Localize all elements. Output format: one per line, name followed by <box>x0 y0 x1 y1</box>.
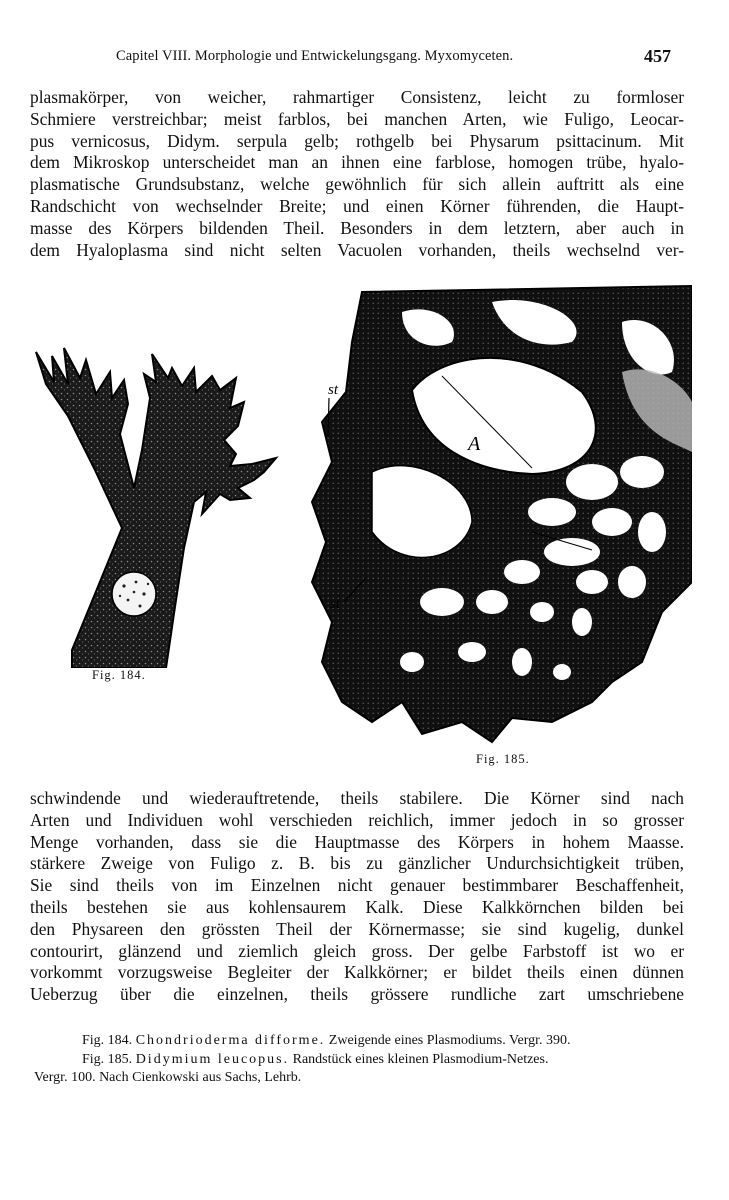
plasmodium-branch <box>36 348 276 668</box>
label-A: A <box>468 433 481 455</box>
caption-species: Chondrioderma difforme. <box>135 1033 326 1048</box>
running-title: Capitel VIII. Morphologie und Entwickelungsgang. Myxomyceten. <box>116 48 514 64</box>
text-line: theils bestehen sie aus kohlensaurem Kalk. Diese Kalkkörnchen bilden bei <box>30 896 684 917</box>
figure-captions <box>34 1032 694 1088</box>
text-line: schwindende und wiederauftretende, theils stabilere. Die Körner sind nach <box>30 788 684 808</box>
caption-text: Zweigende eines Plasmodiums. Vergr. 390. <box>328 1033 571 1048</box>
figure-185-label: Fig. 185. <box>476 752 530 766</box>
caption-fig-185 <box>34 1051 694 1070</box>
text-line: Ueberzug über die einzelnen, theils grössere rundliche zart umschriebene <box>30 984 684 1005</box>
figure-184-illustration <box>24 338 286 668</box>
figure-185-illustration <box>292 282 692 752</box>
text-line: pus vernicosus, Didym. serpula gelb; rothgelb bei Physarum psittacinum. Mit <box>30 130 684 151</box>
text-line: dem Mikroskop unterscheidet man an ihnen eine farblose, homogen trübe, hyalo- <box>30 152 684 173</box>
caption-prefix: Fig. 185. <box>82 1051 133 1067</box>
text-line: plasmatische Grundsubstanz, welche gewöhnlich für sich allein auftritt als eine <box>30 174 684 195</box>
text-line: stärkere Zweige von Fuligo z. B. bis zu gänzlicher Undurchsichtigkeit trüben, <box>30 853 684 874</box>
text-line: contourirt, glänzend und ziemlich gleich gross. Der gelbe Farbstoff ist wo er <box>30 940 684 961</box>
label-st-top: st <box>328 382 339 398</box>
caption-species: Didymium leucopus. <box>135 1051 290 1067</box>
caption-text: Randstück eines kleinen Plasmodium-Netzes. <box>292 1051 549 1067</box>
figure-184-label: Fig. 184. <box>92 668 146 682</box>
text-line: Randschicht von wechselnder Breite; und einen Körner führenden, die Haupt- <box>30 195 684 216</box>
caption-prefix: Fig. 184. <box>82 1033 133 1048</box>
vacuole <box>112 572 156 616</box>
caption-fig-185-continued: Vergr. 100. Nach Cienkowski aus Sachs, Lehrb. <box>34 1070 302 1086</box>
text-line: den Physareen den grössten Theil der Körnermasse; sie sind kugelig, dunkel <box>30 918 684 939</box>
text-line: dem Hyaloplasma sind nicht selten Vacuolen vorhanden, theils wechselnd ver- <box>30 239 684 260</box>
text-line: Schmiere verstreichbar; meist farblos, bei manchen Arten, wie Fuligo, Leocar- <box>30 108 684 129</box>
text-line: Arten und Individuen wohl verschieden reichlich, immer jedoch in so grosser <box>30 809 684 830</box>
text-line: Menge vorhanden, dass sie die Hauptmasse des Körpers in hohem Maasse. <box>30 831 684 852</box>
text-line: Sie sind theils von im Einzelnen nicht genauer bestimmbarer Beschaffenheit, <box>30 875 684 896</box>
body-text-bottom <box>30 788 684 1006</box>
label-st-bottom: st <box>330 596 341 612</box>
caption-fig-184 <box>34 1032 694 1051</box>
text-line: plasmakörper, von weicher, rahmartiger Consistenz, leicht zu formloser <box>30 87 684 107</box>
text-line: masse des Körpers bildenden Theil. Besonders in dem letztern, aber auch in <box>30 217 684 238</box>
body-text-top <box>30 87 684 261</box>
running-header <box>0 46 729 70</box>
page-number: 457 <box>644 46 671 66</box>
text-line: vorkommt vorzugsweise Begleiter der Kalkkörner; er bildet theils einen dünnen <box>30 962 684 983</box>
